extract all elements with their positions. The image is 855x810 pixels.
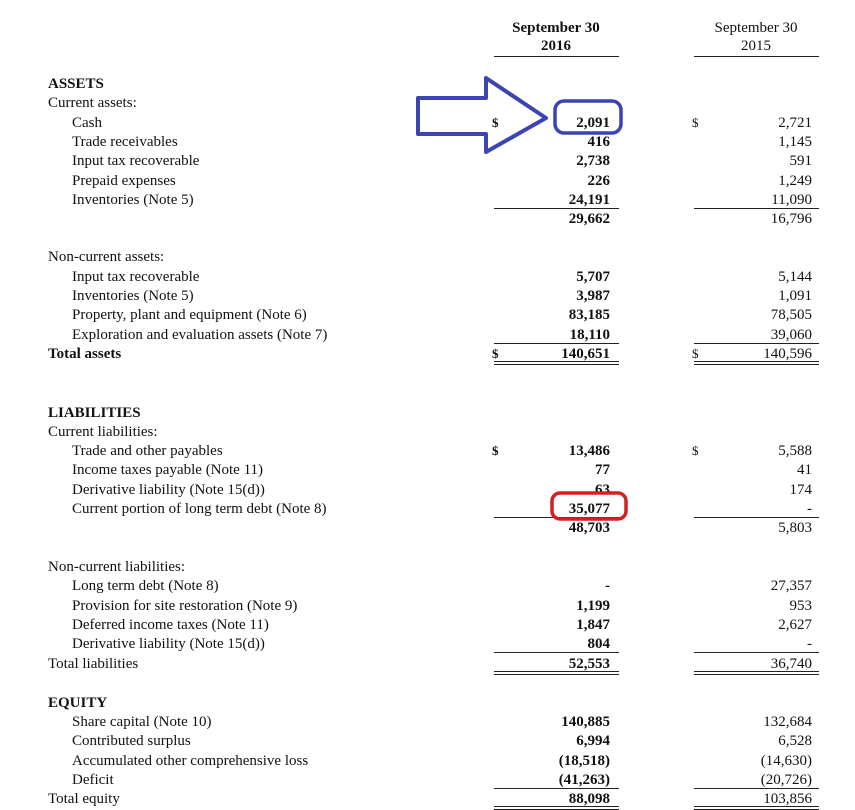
value-2015: 11,090 — [771, 192, 812, 208]
row-label: Derivative liability (Note 15(d)) — [72, 482, 265, 498]
value-2016: 13,486 — [568, 443, 610, 459]
current-liabilities-label: Current liabilities: — [48, 424, 158, 440]
equity-title: EQUITY — [48, 695, 108, 711]
value-2015: 174 — [789, 482, 812, 498]
value-2016: 226 — [587, 173, 610, 189]
current-assets-total-2016: 29,662 — [568, 211, 610, 227]
total-assets-2015: 140,596 — [763, 346, 812, 362]
value-2016: (41,263) — [558, 772, 610, 788]
value-2015: 6,528 — [778, 733, 812, 749]
currency-2015: $ — [692, 346, 699, 361]
currency-2015: $ — [692, 443, 699, 458]
total-assets-2016: 140,651 — [561, 346, 610, 362]
total-equity-2016: 88,098 — [568, 791, 610, 807]
row-label: Trade receivables — [72, 134, 178, 150]
value-2015: (20,726) — [760, 772, 812, 788]
value-2015: 41 — [797, 462, 812, 478]
value-2016: 18,110 — [569, 327, 610, 343]
total-liabilities-2015: 36,740 — [770, 656, 812, 672]
row-label: Inventories (Note 5) — [72, 192, 194, 208]
current-assets-label: Current assets: — [48, 95, 137, 111]
current-assets-total-2015: 16,796 — [770, 211, 812, 227]
value-2016: 77 — [595, 462, 610, 478]
value-2015: 1,249 — [778, 173, 812, 189]
value-2015: 78,505 — [770, 307, 812, 323]
row-label: Property, plant and equipment (Note 6) — [72, 307, 307, 323]
value-2016: 83,185 — [568, 307, 610, 323]
value-2015: - — [807, 636, 812, 652]
header-2015-line1: September 30 — [714, 20, 798, 36]
value-2015: 1,145 — [778, 134, 812, 150]
value-2016: 1,199 — [576, 598, 610, 614]
value-2016: 63 — [595, 482, 610, 498]
row-label: Provision for site restoration (Note 9) — [72, 598, 298, 614]
row-label: Share capital (Note 10) — [72, 714, 212, 730]
value-2016: 140,885 — [561, 714, 610, 730]
value-2015: 27,357 — [770, 578, 812, 594]
value-2016: 804 — [587, 636, 610, 652]
cash-highlight-box — [555, 101, 621, 133]
row-label: Deferred income taxes (Note 11) — [72, 617, 269, 633]
value-2016: 5,707 — [576, 269, 610, 285]
total-liabilities-label: Total liabilities — [48, 656, 139, 672]
row-label: Deficit — [72, 772, 114, 788]
value-2015: 132,684 — [763, 714, 812, 730]
row-label: Input tax recoverable — [72, 269, 200, 285]
row-label: Trade and other payables — [72, 443, 223, 459]
header-2015-line2: 2015 — [741, 38, 771, 54]
row-label: Input tax recoverable — [72, 153, 200, 169]
value-2016: (18,518) — [558, 753, 610, 769]
value-2016: 24,191 — [568, 192, 610, 208]
liabilities-title: LIABILITIES — [48, 405, 141, 421]
row-label: Contributed surplus — [72, 733, 191, 749]
total-assets-label: Total assets — [48, 346, 122, 362]
noncurrent-assets-label: Non-current assets: — [48, 249, 165, 265]
currency-2015: $ — [692, 115, 699, 130]
current-liabilities-total-2015: 5,803 — [778, 520, 812, 536]
value-2016: 2,738 — [576, 153, 610, 169]
value-2015: 5,144 — [778, 269, 812, 285]
value-2015: 39,060 — [770, 327, 812, 343]
currency-2016: $ — [492, 443, 499, 458]
value-2016: 1,847 — [576, 617, 610, 633]
noncurrent-liabilities-label: Non-current liabilities: — [48, 559, 186, 575]
currency-2016: $ — [492, 115, 499, 130]
row-label: Accumulated other comprehensive loss — [72, 753, 309, 769]
value-2016: 416 — [587, 134, 610, 150]
row-label: Current portion of long term debt (Note 8) — [72, 501, 327, 517]
header-2016-line2: 2016 — [541, 38, 571, 54]
row-label: Income taxes payable (Note 11) — [72, 462, 264, 478]
debt-highlight-box — [552, 493, 626, 519]
row-label: Derivative liability (Note 15(d)) — [72, 636, 265, 652]
value-2015: 1,091 — [778, 288, 812, 304]
currency-2016: $ — [492, 346, 499, 361]
value-2015: (14,630) — [760, 753, 812, 769]
row-label: Prepaid expenses — [72, 173, 176, 189]
value-2015: - — [807, 501, 812, 517]
value-2015: 591 — [789, 153, 812, 169]
assets-title: ASSETS — [48, 76, 104, 92]
row-label: Inventories (Note 5) — [72, 288, 194, 304]
value-2016: - — [605, 578, 610, 594]
value-2016: 6,994 — [576, 733, 610, 749]
row-label: Cash — [72, 115, 102, 131]
value-2016: 35,077 — [568, 501, 610, 517]
value-2015: 2,627 — [778, 617, 812, 633]
arrow-annotation-icon — [418, 78, 546, 152]
value-2016: 3,987 — [576, 288, 610, 304]
value-2016: 2,091 — [576, 115, 610, 131]
value-2015: 953 — [789, 598, 812, 614]
value-2015: 5,588 — [778, 443, 812, 459]
total-liabilities-2016: 52,553 — [568, 656, 610, 672]
current-liabilities-total-2016: 48,703 — [568, 520, 610, 536]
value-2015: 2,721 — [778, 115, 812, 131]
row-label: Long term debt (Note 8) — [72, 578, 219, 594]
header-2016-line1: September 30 — [512, 20, 600, 36]
total-equity-2015: 103,856 — [763, 791, 812, 807]
row-label: Exploration and evaluation assets (Note 7) — [72, 327, 328, 343]
total-equity-label: Total equity — [48, 791, 120, 807]
